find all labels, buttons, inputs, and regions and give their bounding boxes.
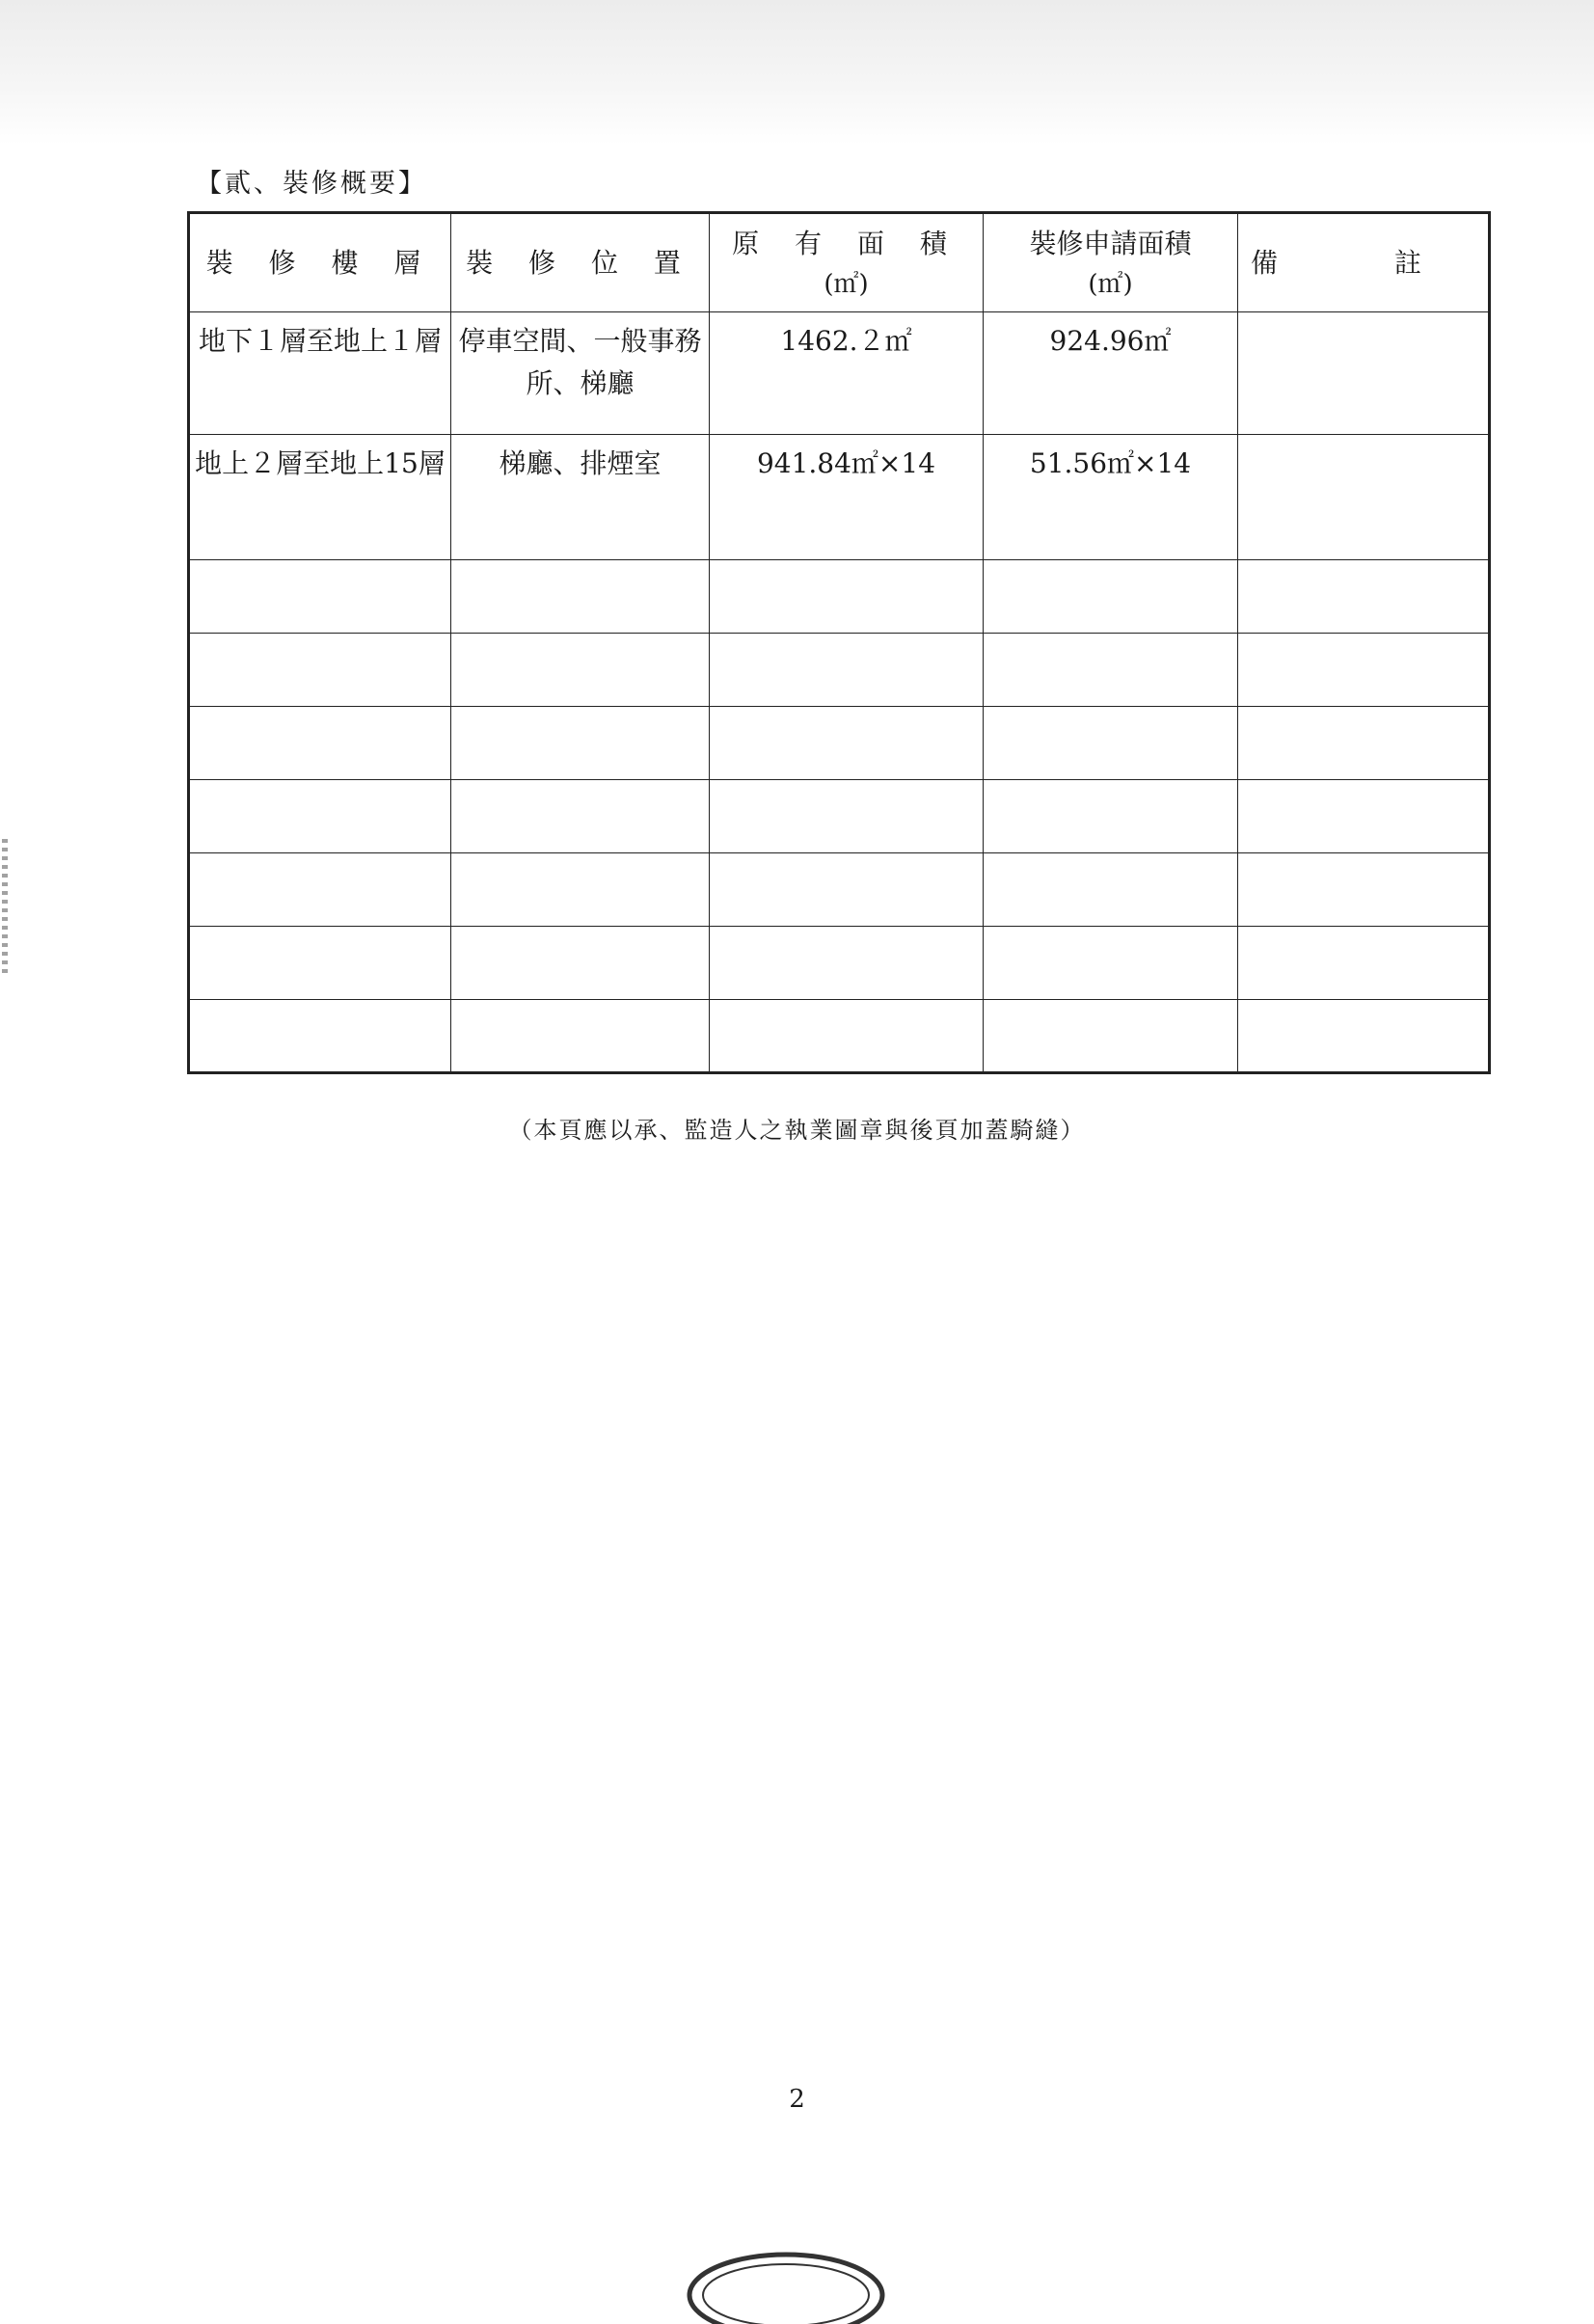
header-floor: 裝 修 樓 層	[189, 213, 451, 312]
cell-remarks	[1238, 312, 1490, 435]
cell-location	[451, 707, 710, 780]
cell-applied-area	[984, 560, 1238, 634]
cell-original-area	[710, 927, 984, 1000]
cell-location	[451, 780, 710, 853]
cell-remarks	[1238, 927, 1490, 1000]
header-applied-area-unit: (㎡)	[1088, 269, 1133, 299]
seal-stamp-icon	[675, 2208, 897, 2324]
scan-shading	[0, 0, 1594, 145]
cell-remarks	[1238, 780, 1490, 853]
cell-original-area	[710, 853, 984, 927]
cell-floor: 地上２層至地上15層	[189, 435, 451, 560]
cell-floor	[189, 780, 451, 853]
table-row	[189, 1000, 1490, 1073]
cell-original-area	[710, 560, 984, 634]
table-row	[189, 312, 1490, 435]
section-title: 【貳、裝修概要】	[196, 169, 427, 199]
cell-original-area: 941.84㎡×14	[710, 435, 984, 560]
cell-remarks	[1238, 634, 1490, 707]
cell-location: 停車空間、一般事務所、梯廳	[451, 312, 710, 435]
cell-location	[451, 560, 710, 634]
cell-floor: 地下１層至地上１層	[189, 312, 451, 435]
cell-remarks	[1238, 707, 1490, 780]
cell-location	[451, 634, 710, 707]
table-header-row	[189, 213, 1490, 312]
table-row	[189, 634, 1490, 707]
seal-instruction-note: （本頁應以承、監造人之執業圖章與後頁加蓋騎縫）	[508, 1117, 1086, 1144]
cell-remarks	[1238, 1000, 1490, 1073]
cell-floor	[189, 707, 451, 780]
table-row	[189, 780, 1490, 853]
cell-floor	[189, 853, 451, 927]
renovation-summary-table	[187, 211, 1491, 1074]
table-row	[189, 707, 1490, 780]
cell-original-area	[710, 1000, 984, 1073]
cell-remarks	[1238, 853, 1490, 927]
cell-remarks	[1238, 435, 1490, 560]
cell-original-area: 1462.２㎡	[710, 312, 984, 435]
cell-applied-area	[984, 780, 1238, 853]
cell-location	[451, 1000, 710, 1073]
cell-original-area	[710, 780, 984, 853]
cell-floor	[189, 927, 451, 1000]
table-row	[189, 435, 1490, 560]
header-location: 裝 修 位 置	[451, 213, 710, 312]
cell-applied-area	[984, 853, 1238, 927]
cell-applied-area	[984, 634, 1238, 707]
cell-location: 梯廳、排煙室	[451, 435, 710, 560]
cell-floor	[189, 1000, 451, 1073]
cell-applied-area: 51.56㎡×14	[984, 435, 1238, 560]
cell-floor	[189, 634, 451, 707]
header-applied-area: 裝修申請面積 (㎡)	[984, 213, 1238, 312]
cell-location	[451, 853, 710, 927]
cell-applied-area	[984, 927, 1238, 1000]
header-original-area: 原 有 面 積 (㎡)	[710, 213, 984, 312]
cell-remarks	[1238, 560, 1490, 634]
cell-applied-area	[984, 707, 1238, 780]
page-number: 2	[789, 2085, 805, 2114]
cell-applied-area: 924.96㎡	[984, 312, 1238, 435]
header-remarks: 備 註	[1238, 213, 1490, 312]
table-row	[189, 853, 1490, 927]
cell-original-area	[710, 634, 984, 707]
binding-edge-mark	[2, 839, 8, 974]
table-row	[189, 560, 1490, 634]
cell-location	[451, 927, 710, 1000]
cell-applied-area	[984, 1000, 1238, 1073]
table-row	[189, 927, 1490, 1000]
cell-original-area	[710, 707, 984, 780]
header-original-area-unit: (㎡)	[824, 269, 869, 299]
cell-floor	[189, 560, 451, 634]
